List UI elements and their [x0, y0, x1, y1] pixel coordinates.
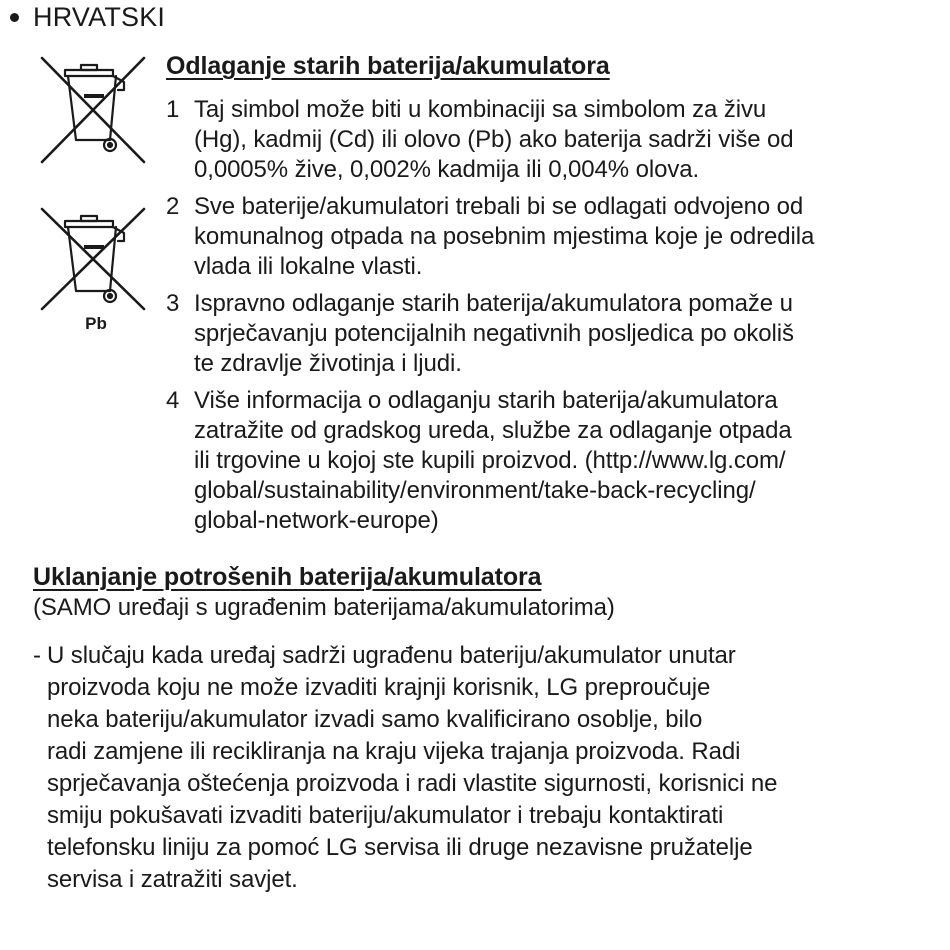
dash-marker: - — [33, 642, 41, 669]
item-number: 3 — [166, 290, 180, 317]
disposal-list — [166, 95, 896, 543]
item-number: 1 — [166, 96, 180, 123]
item-number: 4 — [166, 387, 180, 414]
removal-text: U slučaju kada uređaj sadrži ugrađenu bateriju/akumulator unutar proizvoda koju ne može izvaditi krajnji korisnik, LG preproučuje neka bateriju/akumulator izvadi samo kvalificirano osoblje, bilo radi zamjene ili recikliranja na kraju vijeka trajanja proizvoda. Radi sprječavanja oštećenja proizvoda i radi vlastite sigurnosti, korisnici ne smiju pokušavati izvaditi bateriju/akumulator i trebaju kontaktirati telefonsku liniju za pomoć LG servisa ili druge nezavisne pružatelje servisa i zatražiti savjet. — [47, 642, 778, 893]
item-text: Više informacija o odlaganju starih baterija/akumulatora zatražite od gradskog ureda, službe za odlaganje otpada ili trgovine u kojoj ste kupili proizvod. (http://www.lg.com/ global/sustainability/environment/take-back-recycling/ global-network-europe) — [194, 387, 792, 534]
list-item — [166, 95, 896, 185]
removal-section — [33, 562, 913, 896]
list-item — [166, 192, 896, 282]
item-text: Ispravno odlaganje starih baterija/akumulatora pomaže u sprječavanju potencijalnih negativnih posljedica po okoliš te zdravlje životinja i ljudi. — [194, 290, 794, 377]
language-heading — [8, 2, 165, 33]
item-text: Taj simbol može biti u kombinaciji sa simbolom za živu (Hg), kadmij (Cd) ili olovo (Pb) ako baterija sadrži više od 0,0005% žive, 0,002% kadmija ili 0,004% olova. — [194, 96, 794, 183]
item-number: 2 — [166, 193, 180, 220]
removal-title: Uklanjanje potrošenih baterija/akumulatora — [33, 563, 542, 591]
language-heading-label: HRVATSKI — [33, 2, 166, 32]
removal-subtitle: (SAMO uređaji s ugrađenim baterijama/akumulatorima) — [33, 594, 615, 621]
list-item — [166, 289, 896, 379]
pb-label: Pb — [85, 314, 107, 333]
bullet-icon — [10, 13, 19, 22]
disposal-title: Odlaganje starih baterija/akumulatora — [166, 52, 610, 80]
crossed-out-wheeled-bin-pb-icon — [38, 205, 148, 335]
item-text: Sve baterije/akumulatori trebali bi se odlagati odvojeno od komunalnog otpada na posebnim mjestima koje je odredila vlada ili lokalne vlasti. — [194, 193, 815, 280]
list-item — [166, 386, 896, 536]
removal-paragraph — [33, 640, 913, 896]
crossed-out-wheeled-bin-icon — [38, 54, 148, 166]
